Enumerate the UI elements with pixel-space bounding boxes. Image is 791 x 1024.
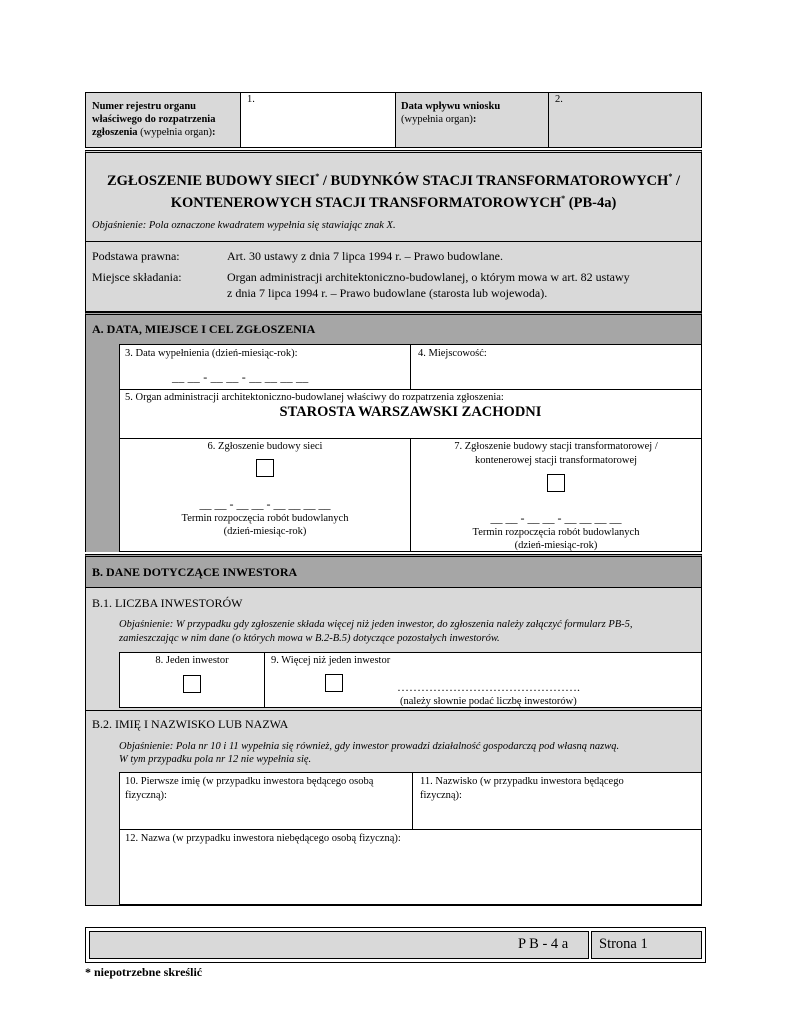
registry-number-label: Numer rejestru organu właściwego do rozpatrzenia zgłoszenia (wypełnia organ): [92, 101, 216, 138]
field-9-dots[interactable]: ………………………………………. [397, 680, 580, 694]
footer-form-code: P B - 4 a [518, 936, 569, 952]
field-6-date-blank: __ __ - __ __ - __ __ __ __ [199, 497, 331, 511]
section-b-title: B. DANE DOTYCZĄCE INWESTORA [92, 565, 298, 579]
b2-note-1: Objaśnienie: Pola nr 10 i 11 wypełnia się również, gdy inwestor prowadzi działalność gospodarczą pod własną nazwą. [119, 741, 620, 752]
receipt-date-field[interactable] [548, 92, 702, 148]
form-title: ZGŁOSZENIE BUDOWY SIECI* / BUDYNKÓW STACJI TRANSFORMATOROWYCH* / KONTENEROWYCH STACJI TRANSFORMATOROWYCH* (PB-4a) [107, 172, 680, 211]
registry-number-field-num: 1. [247, 94, 255, 105]
submission-place-text-2: z dnia 7 lipca 1994 r. – Prawo budowlane (starosta lub wojewoda). [227, 286, 548, 300]
field-7-label-1: 7. Zgłoszenie budowy stacji transformatorowej / [454, 441, 658, 452]
field-10-label-2: fizyczną): [125, 790, 167, 801]
field-3-date-blank: __ __ - __ __ - __ __ __ __ [172, 370, 309, 384]
receipt-date-field-num: 2. [555, 94, 563, 105]
field-7-label-2: kontenerowej stacji transformatorowej [474, 455, 638, 466]
field-8-label: 8. Jeden inwestor [155, 655, 229, 666]
field-8-checkbox[interactable] [183, 675, 201, 693]
footer-page-number: Strona 1 [599, 936, 648, 952]
field-6-term-label: Termin rozpoczęcia robót budowlanych [181, 513, 349, 524]
section-a-side-bar [85, 344, 120, 552]
field-7-date-blank: __ __ - __ __ - __ __ __ __ [490, 511, 622, 525]
field-6-format-label: (dzień-miesiąc-rok) [223, 526, 307, 537]
field-9-hint: (należy słownie podać liczbę inwestorów) [400, 696, 577, 707]
field-7-term-label: Termin rozpoczęcia robót budowlanych [472, 527, 640, 538]
section-a-title: A. DATA, MIEJSCE I CEL ZGŁOSZENIA [92, 322, 316, 336]
field-11-label-1: 11. Nazwisko (w przypadku inwestora będącego [420, 776, 624, 787]
field-9-checkbox[interactable] [325, 674, 343, 692]
b1-note-2: zamieszczając w nim dane (o których mowa w B.2-B.5) dotyczące pozostałych inwestorów. [119, 633, 500, 644]
submission-place-label: Miejsce składania: [92, 270, 182, 284]
field-7-format-label: (dzień-miesiąc-rok) [514, 540, 598, 551]
field-3-label: 3. Data wypełnienia (dzień-miesiąc-rok): [125, 348, 298, 359]
field-9-label: 9. Więcej niż jeden inwestor [271, 655, 391, 666]
field-10-label-1: 10. Pierwsze imię (w przypadku inwestora będącego osobą [125, 776, 374, 787]
title-explanation: Objaśnienie: Pola oznaczone kwadratem wypełnia się stawiając znak X. [92, 220, 396, 231]
field-6-label: 6. Zgłoszenie budowy sieci [207, 441, 323, 452]
footer-note: * niepotrzebne skreślić [85, 965, 203, 979]
field-7-checkbox[interactable] [547, 474, 565, 492]
field-5-label: 5. Organ administracji architektoniczno-budowlanej właściwy do rozpatrzenia zgłoszenia: [125, 392, 504, 403]
b2-note-2: W tym przypadku pola nr 12 nie wypełnia się. [119, 754, 312, 765]
registry-number-field[interactable] [240, 92, 396, 148]
b1-title: B.1. LICZBA INWESTORÓW [92, 596, 243, 610]
legal-basis-text: Art. 30 ustawy z dnia 7 lipca 1994 r. – Prawo budowlane. [227, 249, 503, 263]
submission-place-text-1: Organ administracji architektoniczno-budowlanej, o którym mowa w art. 82 ustawy [227, 270, 630, 284]
field-12-label: 12. Nazwa (w przypadku inwestora niebędącego osobą fizyczną): [125, 833, 401, 844]
footer-form-code-cell [89, 931, 589, 959]
field-11-label-2: fizyczną): [420, 790, 462, 801]
b2-title: B.2. IMIĘ I NAZWISKO LUB NAZWA [92, 717, 289, 731]
b1-note-1: Objaśnienie: W przypadku gdy zgłoszenie składa więcej niż jeden inwestor, do zgłoszenia należy załączyć formularz PB-5, [119, 619, 633, 630]
legal-basis-label: Podstawa prawna: [92, 249, 180, 263]
receipt-date-label: Data wpływu wniosku (wypełnia organ): [401, 101, 501, 125]
field-5-value: STAROSTA WARSZAWSKI ZACHODNI [279, 404, 542, 420]
field-6-checkbox[interactable] [256, 459, 274, 477]
field-4-label: 4. Miejscowość: [418, 348, 487, 359]
